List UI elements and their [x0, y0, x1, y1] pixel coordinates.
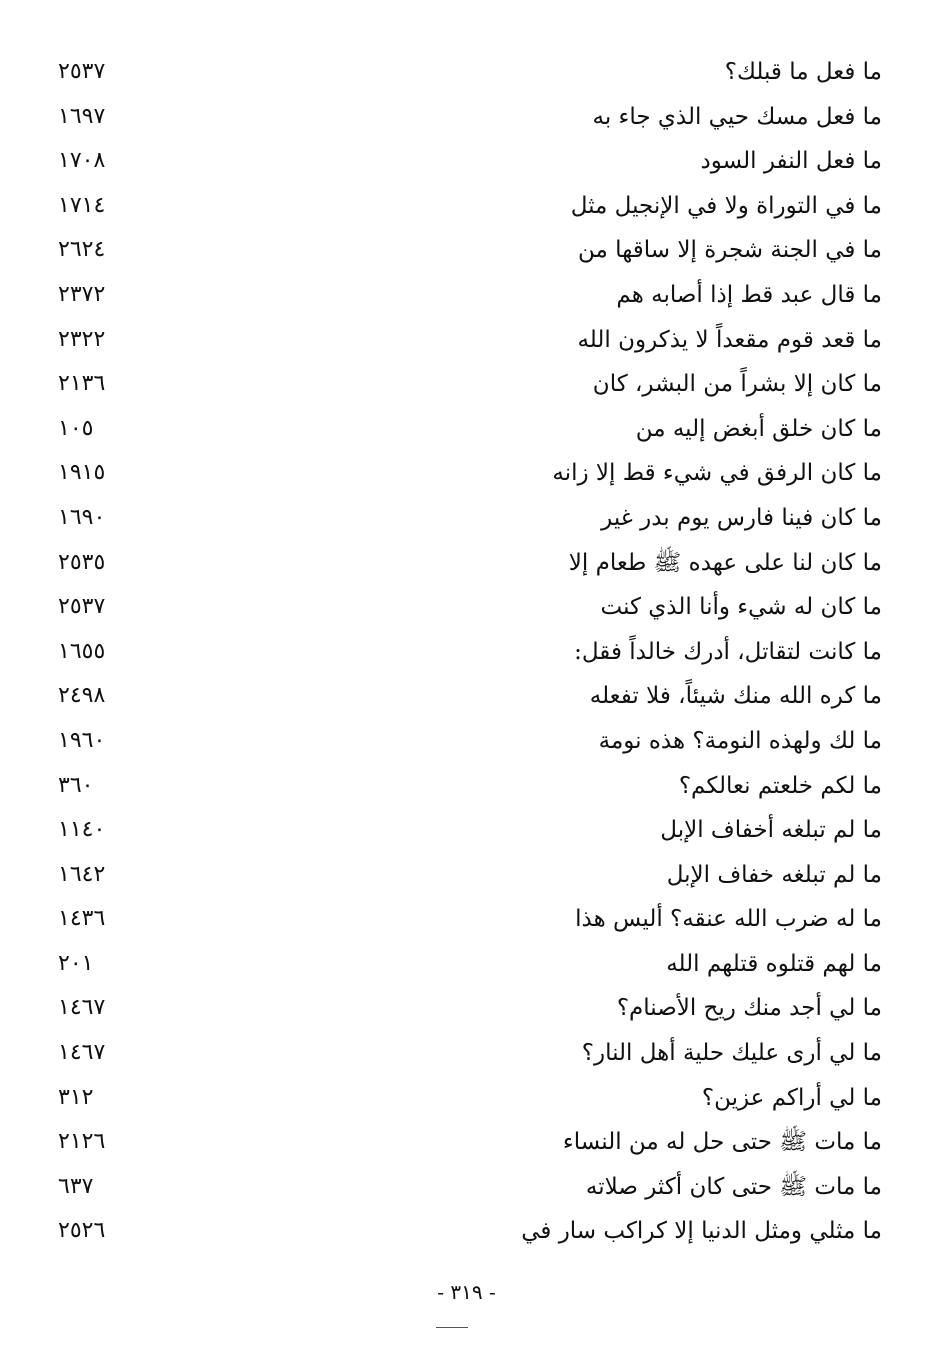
entry-text: ما لك ولهذه النومة؟ هذه نومة — [598, 727, 882, 754]
entry-text: ما في الجنة شجرة إلا ساقها من — [578, 237, 882, 264]
entry-text: ما لي أجد منك ريح الأصنام؟ — [616, 995, 882, 1022]
index-entry — [52, 186, 882, 231]
entry-number: ٢١٣٦ — [58, 371, 106, 397]
index-entry — [52, 498, 882, 543]
entry-number: ١١٤٠ — [58, 817, 106, 843]
index-entry — [52, 988, 882, 1033]
index-entry — [52, 855, 882, 900]
index-entry — [52, 320, 882, 365]
entry-number: ٢٣٧٢ — [58, 281, 106, 307]
entry-number: ٢٥٣٧ — [58, 59, 106, 84]
index-entry — [52, 1167, 882, 1212]
entry-text: ما في التوراة ولا في الإنجيل مثل — [570, 192, 882, 219]
entry-number: ٢٥٢٦ — [58, 1218, 106, 1244]
index-entry — [52, 364, 882, 409]
index-entry — [52, 721, 882, 766]
index-entry — [52, 97, 882, 142]
index-entry — [52, 766, 882, 811]
index-entry — [52, 141, 882, 186]
entry-number: ٢١٢٦ — [58, 1129, 106, 1155]
entry-number: ٢٠١ — [58, 950, 94, 976]
entry-number: ١٤٦٧ — [58, 995, 106, 1021]
entry-number: ١٤٦٧ — [58, 1040, 106, 1066]
entry-text: ما كان لنا على عهده ﷺ طعام إلا — [568, 549, 882, 576]
entry-number: ٢٥٣٥ — [58, 549, 106, 575]
entry-text: ما لم تبلغه أخفاف الإبل — [660, 817, 882, 844]
entry-text: ما كره الله منك شيئاً، فلا تفعله — [589, 683, 882, 710]
index-entry — [52, 676, 882, 721]
index-entry — [52, 230, 882, 275]
entry-number: ١٤٣٦ — [58, 906, 106, 932]
entry-text: ما كان له شيء وأنا الذي كنت — [600, 594, 882, 621]
entry-text: ما فعل النفر السود — [700, 148, 882, 175]
entry-number: ٢٤٩٨ — [58, 683, 106, 709]
index-entry — [52, 543, 882, 588]
entry-text: ما فعل مسك حيي الذي جاء به — [592, 103, 882, 130]
entry-number: ١٩٦٠ — [58, 727, 106, 753]
index-entry — [52, 52, 882, 97]
entry-number: ١٧٠٨ — [58, 148, 106, 174]
entry-text: ما مات ﷺ حتى حل له من النساء — [562, 1129, 882, 1156]
index-entry — [52, 944, 882, 989]
entry-text: ما كان الرفق في شيء قط إلا زانه — [552, 460, 882, 487]
entry-text: ما كان إلا بشراً من البشر، كان — [592, 371, 882, 398]
index-entry — [52, 1078, 882, 1123]
entry-text: ما لهم قتلوه قتلهم الله — [666, 950, 882, 977]
index-entry — [52, 632, 882, 677]
entry-number: ٦٣٧ — [58, 1173, 94, 1199]
entry-text: ما مثلي ومثل الدنيا إلا كراكب سار في — [521, 1218, 882, 1245]
entry-number: ١٠٥ — [58, 415, 94, 441]
index-entry — [52, 899, 882, 944]
entry-number: ٣١٢ — [58, 1084, 94, 1110]
entry-text: ما لم تبلغه خفاف الإبل — [666, 861, 882, 888]
footer-rule — [436, 1327, 468, 1328]
index-entry — [52, 810, 882, 855]
entry-text: ما قال عبد قط إذا أصابه هم — [616, 281, 882, 308]
index-entry — [52, 1211, 882, 1256]
index-entry — [52, 587, 882, 632]
page-number: - ٣١٩ - — [437, 1280, 496, 1304]
entry-text: ما لي أرى عليك حلية أهل النار؟ — [581, 1040, 882, 1067]
entry-text: ما لكم خلعتم نعالكم؟ — [678, 772, 882, 799]
entry-number: ٣٦٠ — [58, 772, 94, 798]
entry-number: ١٦٩٧ — [58, 103, 106, 129]
entry-text: ما كانت لتقاتل، أدرك خالداً فقل: — [574, 638, 882, 665]
entry-number: ١٦٩٠ — [58, 504, 106, 530]
entry-text: ما لي أراكم عزين؟ — [701, 1084, 882, 1111]
index-entry — [52, 1033, 882, 1078]
entry-number: ١٦٤٢ — [58, 861, 106, 887]
entry-text: ما قعد قوم مقعداً لا يذكرون الله — [577, 326, 882, 353]
entry-number: ١٦٥٥ — [58, 638, 106, 664]
entry-text: ما له ضرب الله عنقه؟ أليس هذا — [575, 906, 882, 933]
index-entry — [52, 1122, 882, 1167]
entry-text: ما مات ﷺ حتى كان أكثر صلاته — [585, 1173, 882, 1200]
index-entry — [52, 453, 882, 498]
index-entry — [52, 275, 882, 320]
entry-text: ما كان خلق أبغض إليه من — [635, 415, 882, 442]
entry-number: ٢٥٣٧ — [58, 594, 106, 620]
entry-number: ٢٦٢٤ — [58, 237, 106, 263]
entry-number: ١٧١٤ — [58, 192, 106, 218]
entry-number: ١٩١٥ — [58, 460, 106, 486]
entry-number: ٢٣٢٢ — [58, 326, 106, 352]
entry-text: ما كان فينا فارس يوم بدر غير — [601, 504, 882, 531]
entry-text: ما فعل ما قبلك؟ — [724, 59, 882, 85]
index-entry — [52, 409, 882, 454]
index-list — [52, 52, 882, 1256]
